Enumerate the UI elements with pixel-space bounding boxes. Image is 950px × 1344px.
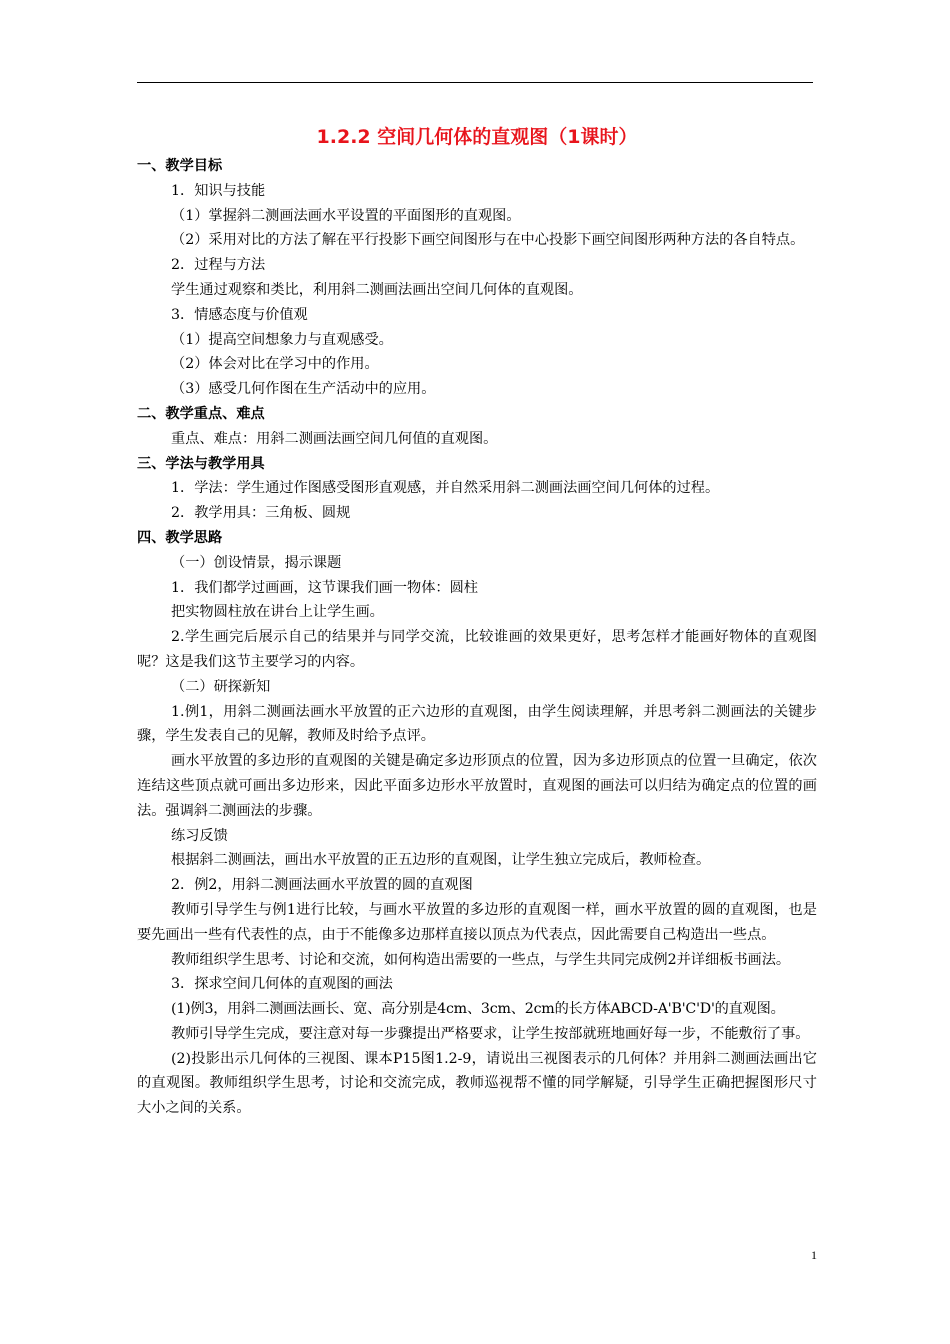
document-body xyxy=(137,122,817,1121)
paragraph: 练习反馈 xyxy=(171,827,228,844)
paragraph: 3．探求空间几何体的直观图的画法 xyxy=(171,976,393,993)
paragraph: （二）研探新知 xyxy=(171,678,271,695)
paragraph: 学生通过观察和类比，利用斜二测画法画出空间几何体的直观图。 xyxy=(171,281,583,298)
paragraph: （一）创设情景，揭示课题 xyxy=(171,554,342,571)
paragraph: 根据斜二测画法，画出水平放置的正五边形的直观图，让学生独立完成后，教师检查。 xyxy=(171,852,711,869)
section-heading-objectives: 一、教学目标 xyxy=(137,158,223,174)
paragraph: 画水平放置的多边形的直观图的关键是确定多边形顶点的位置，因为多边形顶点的位置一旦确定，依次连结这些顶点就可画出多边形来，因此平面多边形水平放置时，直观图的画法可以归结为确定点的位置的画法。强调斜二测画法的步骤。 xyxy=(137,753,817,819)
paragraph: 教师引导学生完成，要注意对每一步骤提出严格要求，让学生按部就班地画好每一步，不能敷衍了事。 xyxy=(171,1025,810,1042)
paragraph: 1．知识与技能 xyxy=(171,182,266,199)
paragraph: (2)投影出示几何体的三视图、课本P15图1.2-9，请说出三视图表示的几何体？并用斜二测画法画出它的直观图。教师组织学生思考，讨论和交流完成，教师巡视帮不懂的同学解疑，引导学生正确把握图形尺寸大小之间的关系。 xyxy=(137,1050,817,1117)
paragraph: 2．例2，用斜二测画法画水平放置的圆的直观图 xyxy=(171,877,473,894)
paragraph: （1）掌握斜二测画法画水平设置的平面图形的直观图。 xyxy=(171,207,521,224)
paragraph: （2）体会对比在学习中的作用。 xyxy=(171,356,379,373)
paragraph: 2．教学用具：三角板、圆规 xyxy=(171,505,351,522)
paragraph: 重点、难点：用斜二测画法画空间几何值的直观图。 xyxy=(171,430,498,447)
paragraph: 教师组织学生思考、讨论和交流，如何构造出需要的一些点，与学生共同完成例2并详细板书画法。 xyxy=(171,951,791,968)
paragraph: 1.例1，用斜二测画法画水平放置的正六边形的直观图，由学生阅读理解，并思考斜二测画法的关键步骤，学生发表自己的见解，教师及时给予点评。 xyxy=(137,703,817,745)
section-heading-methods-tools: 三、学法与教学用具 xyxy=(137,455,265,472)
paragraph: 教师引导学生与例1进行比较，与画水平放置的多边形的直观图一样，画水平放置的圆的直观图，也是要先画出一些有代表性的点，由于不能像多边那样直接以顶点为代表点，因此需要自己构造出一些点。 xyxy=(137,901,817,943)
paragraph: (1)例3，用斜二测画法画长、宽、高分别是4cm、3cm、2cm的长方体ABCD-A'B'C'D'的直观图。 xyxy=(171,1001,785,1018)
page-number: 1 xyxy=(811,1248,817,1262)
paragraph: 2．过程与方法 xyxy=(171,257,266,274)
paragraph: （1）提高空间想象力与直观感受。 xyxy=(171,331,393,348)
paragraph: （2）采用对比的方法了解在平行投影下画空间图形与在中心投影下画空间图形两种方法的各自特点。 xyxy=(171,232,805,249)
header-rule xyxy=(137,82,813,83)
section-heading-key-points: 二、教学重点、难点 xyxy=(137,405,265,422)
paragraph: （3）感受几何作图在生产活动中的应用。 xyxy=(171,381,436,398)
paragraph: 1．学法：学生通过作图感受图形直观感，并自然采用斜二测画法画空间几何体的过程。 xyxy=(171,480,720,497)
paragraph: 3．情感态度与价值观 xyxy=(171,306,308,323)
paragraph: 1．我们都学过画画，这节课我们画一物体：圆柱 xyxy=(171,579,478,596)
paragraph: 把实物圆柱放在讲台上让学生画。 xyxy=(171,604,384,621)
section-heading-teaching-ideas: 四、教学思路 xyxy=(137,529,223,546)
paragraph: 2.学生画完后展示自己的结果并与同学交流，比较谁画的效果更好，思考怎样才能画好物体的直观图呢？这是我们这节主要学习的内容。 xyxy=(137,629,817,670)
page-title: 1.2.2 空间几何体的直观图（1课时） xyxy=(316,126,638,148)
